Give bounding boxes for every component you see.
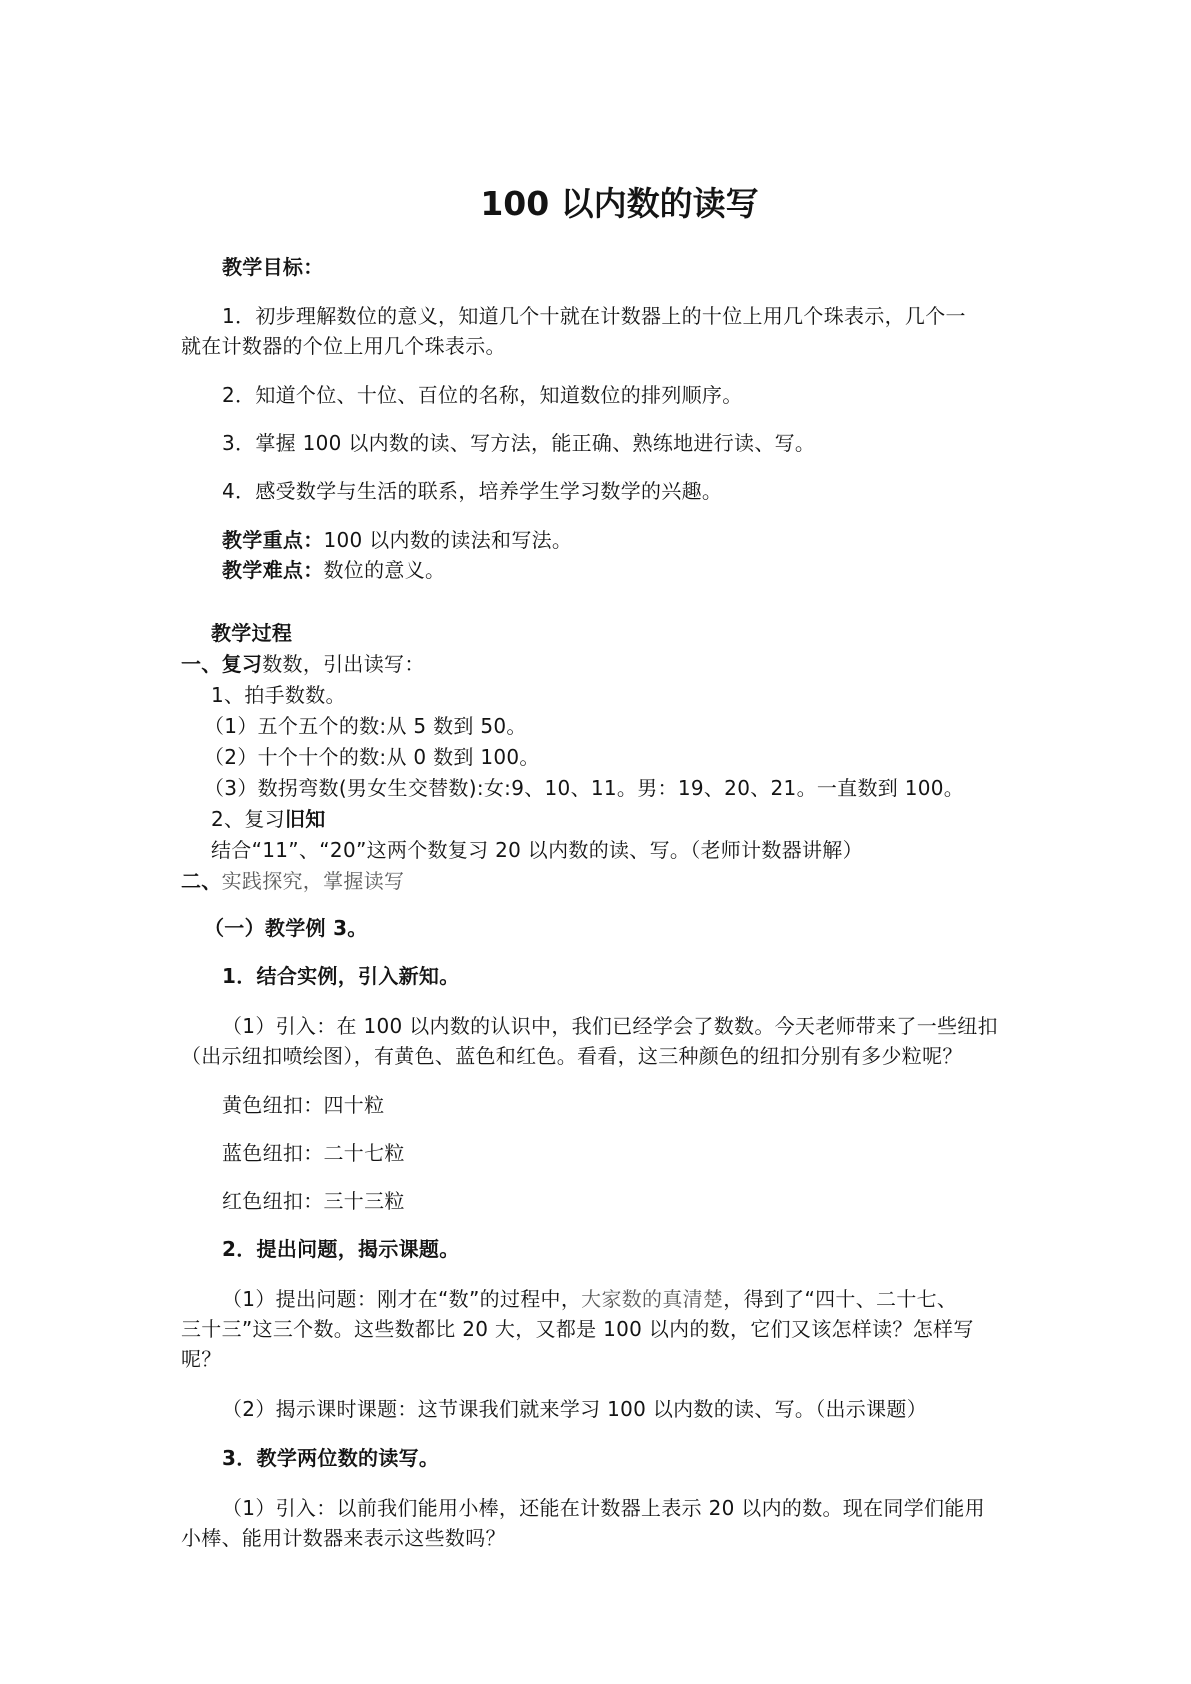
- step-3-paragraph-line-2: 小棒、能用计数器来表示这些数吗？: [181, 1526, 506, 1550]
- section-1-rest: 数数，引出读写：: [262, 652, 425, 676]
- step-2-line-1-c: ，得到了“四十、二十七、: [723, 1287, 958, 1311]
- section-1-bold: 复习: [221, 652, 263, 676]
- red-buttons: 红色纽扣：三十三粒: [222, 1189, 405, 1213]
- yellow-buttons: 黄色纽扣：四十粒: [222, 1093, 385, 1117]
- section-1-heading: [181, 649, 425, 679]
- difficulty-label: 教学难点：: [222, 558, 324, 582]
- difficulty: [222, 555, 445, 585]
- process-heading: 教学过程: [211, 621, 293, 645]
- section-1-number: 一、: [181, 652, 222, 676]
- doc-title: 100 以内数的读写: [480, 184, 759, 223]
- step-3-heading: 3．教学两位数的读写。: [222, 1446, 440, 1470]
- section-1-item-2: [211, 804, 326, 834]
- section-1-combine: 结合“11”、“20”这两个数复习 20 以内数的读、写。（老师计数器讲解）: [211, 838, 863, 862]
- step-2-paragraph-line-3: 呢？: [181, 1347, 222, 1371]
- difficulty-text: 数位的意义。: [323, 558, 446, 582]
- step-2-line-1-b: 大家数的真清楚: [581, 1287, 724, 1311]
- section-1-item-2-pre: 2、复习: [211, 807, 285, 831]
- section-2-text: 实践探究，掌握读写: [221, 869, 405, 893]
- step-2-paragraph-line-2: 三十三”这三个数。这些数都比 20 大，又都是 100 以内的数，它们又该怎样读？怎样写: [181, 1317, 974, 1341]
- key-point: [222, 525, 572, 555]
- key-point-text: 100 以内数的读法和写法。: [323, 528, 573, 552]
- section-1-sub-1: （1）五个五个的数:从 5 数到 50。: [204, 714, 527, 738]
- step-3-paragraph-line-1: （1）引入：以前我们能用小棒，还能在计数器上表示 20 以内的数。现在同学们能用: [222, 1496, 985, 1520]
- section-1-sub-3: （3）数拐弯数(男女生交替数):女:9、10、11。男：19、20、21。一直数到 100。: [204, 776, 965, 800]
- step-1-heading: 1．结合实例，引入新知。: [222, 964, 460, 988]
- section-1-item-1: 1、拍手数数。: [211, 683, 346, 707]
- step-1-paragraph-line-1: （1）引入：在 100 以内数的认识中，我们已经学会了数数。今天老师带来了一些纽扣: [222, 1014, 998, 1038]
- objective-2: 2．知道个位、十位、百位的名称，知道数位的排列顺序。: [222, 383, 743, 407]
- objective-4: 4．感受数学与生活的联系，培养学生学习数学的兴趣。: [222, 479, 723, 503]
- section-1-item-2-bold: 旧知: [284, 807, 326, 831]
- part-1-heading: （一）教学例 3。: [204, 916, 368, 940]
- objective-3: 3．掌握 100 以内数的读、写方法，能正确、熟练地进行读、写。: [222, 431, 816, 455]
- objective-1-line-1: 1．初步理解数位的意义，知道几个十就在计数器上的十位上用几个珠表示，几个一: [222, 304, 966, 328]
- section-1-sub-2: （2）十个十个的数:从 0 数到 100。: [204, 745, 540, 769]
- section-2-number: 二、: [181, 869, 222, 893]
- step-1-paragraph-line-2: （出示纽扣喷绘图），有黄色、蓝色和红色。看看，这三种颜色的纽扣分别有多少粒呢？: [181, 1044, 963, 1068]
- blue-buttons: 蓝色纽扣：二十七粒: [222, 1141, 405, 1165]
- step-2-paragraph-line-1: [222, 1284, 957, 1314]
- key-point-label: 教学重点：: [222, 528, 324, 552]
- objectives-heading: 教学目标：: [222, 255, 324, 279]
- objective-1-line-2: 就在计数器的个位上用几个珠表示。: [181, 334, 506, 358]
- step-2-line-1-a: （1）提出问题：刚才在“数”的过程中，: [222, 1287, 582, 1311]
- step-2-heading: 2．提出问题，揭示课题。: [222, 1237, 460, 1261]
- section-2-heading: [181, 866, 404, 896]
- step-2-paragraph-2: （2）揭示课时课题：这节课我们就来学习 100 以内数的读、写。（出示课题）: [222, 1397, 928, 1421]
